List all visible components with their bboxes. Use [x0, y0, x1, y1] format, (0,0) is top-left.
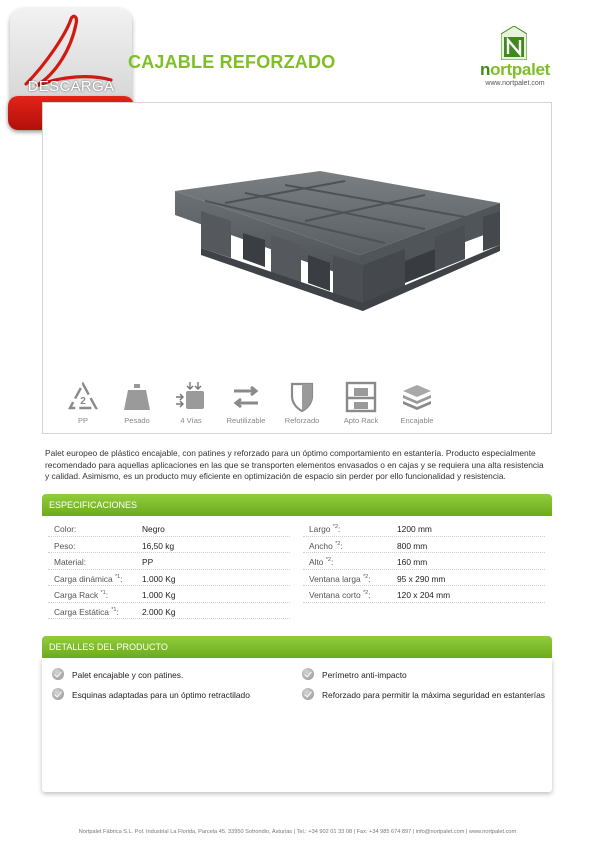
spec-footnote-mark: *1 — [111, 606, 117, 613]
spec-row — [303, 570, 545, 587]
pallet-image — [105, 163, 505, 328]
spec-row — [303, 537, 545, 554]
spec-key-suffix: : — [340, 540, 343, 551]
spec-key — [54, 574, 123, 584]
check-icon — [52, 688, 64, 700]
check-icon — [302, 688, 314, 700]
spec-key-suffix: : — [337, 524, 341, 534]
feature-reforzado — [272, 381, 332, 425]
check-icon — [52, 668, 64, 680]
product-image-frame — [42, 102, 552, 434]
feature-label: Apto Rack — [343, 416, 379, 425]
stack-icon — [400, 381, 434, 413]
spec-key — [54, 524, 76, 534]
spec-footnote-mark: *2 — [363, 590, 369, 597]
svg-text:2: 2 — [80, 396, 86, 407]
download-label: DESCARGA — [27, 78, 115, 95]
spec-key-text: Peso: — [54, 540, 76, 551]
spec-key-text: Carga Rack — [54, 590, 101, 600]
weight-icon — [120, 381, 154, 413]
spec-key-text: Alto — [309, 557, 326, 567]
spec-footnote-mark: *2 — [325, 557, 331, 564]
feature-4-vias — [161, 381, 221, 425]
spec-footnote-mark: *1 — [100, 590, 106, 597]
four-way-arrows-icon — [174, 381, 208, 413]
spec-value: 2.000 Kg — [142, 606, 176, 617]
spec-key-text: Carga Estática — [54, 606, 112, 617]
spec-value: 160 mm — [397, 557, 428, 567]
spec-key-text: Ventana corto — [309, 590, 364, 600]
spec-key-text: Material: — [54, 557, 87, 567]
spec-footnote-mark: *2 — [363, 573, 369, 580]
spec-value: 95 x 290 mm — [397, 573, 446, 584]
spec-row — [303, 553, 545, 570]
spec-key-text: Ancho — [309, 540, 336, 551]
product-description: Palet europeo de plástico encajable, con patines y reforzado para un óptimo comportamiento en estantería. Producto especialmente recomendado para aquellas aplicaciones en las que se transporten elementos envasados o en cajas y se requiera una alta resistencia y calidad. Asimismo, es un producto muy eficiente en optimización de espacio sin perder por ello funcionalidad y resistencia. — [45, 448, 544, 481]
spec-value: 1200 mm — [397, 524, 432, 534]
spec-key-suffix: : — [120, 573, 123, 584]
specs-header: ESPECIFICACIONES — [42, 494, 552, 516]
spec-footnote-mark: *1 — [114, 573, 121, 580]
feature-apto-rack — [331, 381, 391, 425]
spec-key-text: Largo — [309, 524, 333, 534]
spec-key — [309, 557, 333, 567]
page-title: CAJABLE REFORZADO — [128, 52, 336, 72]
spec-row — [48, 603, 290, 620]
feature-pp — [53, 381, 113, 425]
spec-key-suffix: : — [368, 573, 371, 584]
spec-key — [309, 590, 371, 600]
specs-right-column — [303, 520, 545, 603]
feature-label: Reutilizable — [226, 416, 266, 425]
spec-row — [48, 570, 290, 587]
feature-label: Encajable — [400, 416, 434, 425]
spec-footnote-mark: *2 — [332, 524, 338, 531]
spec-key — [309, 541, 343, 551]
feature-label: Pesado — [124, 416, 150, 425]
spec-value: 16,50 kg — [142, 540, 175, 551]
details-box: Palet encajable y con patines. Perímetro anti-impacto Esquinas adaptadas para un óptimo retractilado Reforzado para permitir la máxima seguridad en estanterías — [42, 658, 552, 792]
spec-row — [48, 520, 290, 537]
nortpalet-logo[interactable] — [470, 24, 560, 94]
spec-key-text: Color: — [54, 524, 77, 534]
reuse-arrows-icon — [229, 381, 263, 413]
check-icon — [302, 668, 314, 680]
spec-key-suffix: : — [105, 590, 109, 600]
rack-icon — [344, 381, 378, 413]
spec-key-suffix: : — [116, 606, 119, 617]
specs-left-column — [48, 520, 290, 619]
spec-value: 120 x 204 mm — [397, 590, 451, 600]
nortpalet-mark-icon — [501, 26, 527, 60]
spec-row — [48, 553, 290, 570]
brand-url: www.nortpalet.com — [485, 80, 545, 87]
spec-row — [48, 537, 290, 554]
spec-key-text: Carga dinámica — [54, 573, 115, 584]
brand-rest: ortpalet — [490, 60, 551, 79]
spec-key-text: Ventana larga — [309, 573, 364, 584]
page-footer: Nortpalet Fábrica S.L. Pol. Industrial La Florida, Parcela 45. 33950 Sotrondio, Asturias | Tel.: +34 902 01 33 08 | Fax: +34 985 674 897 | info@nortpalet.com | www.nortpalet.com — [78, 829, 517, 835]
spec-key — [309, 574, 371, 584]
spec-key — [54, 590, 108, 600]
feature-label: 4 Vías — [180, 416, 202, 425]
brand-name — [470, 60, 560, 80]
spec-key-suffix: : — [330, 557, 334, 567]
feature-pesado — [107, 381, 167, 425]
feature-encajable — [387, 381, 447, 425]
spec-value: Negro — [142, 524, 165, 534]
spec-key — [54, 541, 75, 551]
spec-key — [54, 557, 86, 567]
spec-value: 800 mm — [397, 540, 428, 551]
recycle-2-icon — [66, 381, 100, 413]
spec-row — [303, 586, 545, 603]
feature-label: PP — [77, 416, 88, 425]
brand-prefix: n — [479, 60, 491, 79]
spec-value: PP — [142, 557, 154, 567]
spec-key — [309, 524, 340, 534]
feature-icons-row — [53, 381, 543, 429]
spec-key — [54, 607, 119, 617]
spec-row — [48, 586, 290, 603]
details-header: DETALLES DEL PRODUCTO — [42, 636, 552, 658]
spec-key-suffix: : — [368, 590, 371, 600]
spec-row — [303, 520, 545, 537]
shield-icon — [285, 381, 319, 413]
spec-footnote-mark: *2 — [335, 540, 341, 547]
spec-value: 1.000 Kg — [142, 573, 176, 584]
spec-value: 1.000 Kg — [142, 590, 176, 600]
feature-label: Reforzado — [284, 416, 320, 425]
feature-reutilizable — [216, 381, 276, 425]
